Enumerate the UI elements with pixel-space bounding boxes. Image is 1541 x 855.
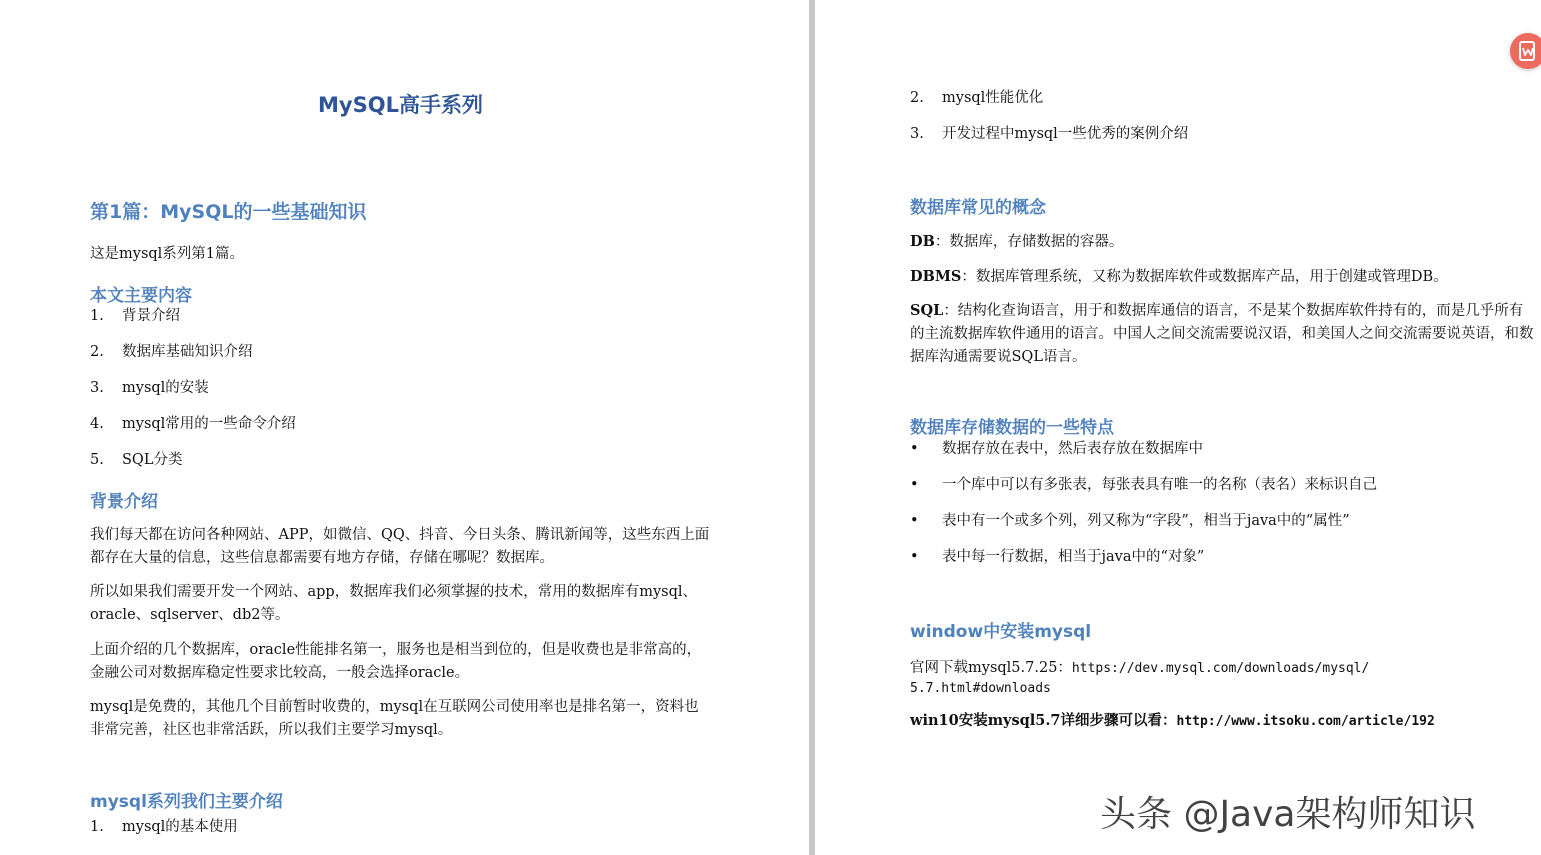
concept-desc: ：结构化查询语言，用于和数据库通信的语言，不是某个数据库软件持有的，而是几乎所有的主流数据库软件通用的语言。中国人之间交流需要说汉语，和美国人之间交流需要说英语，和数据库沟通需要说SQL语言。 [910, 303, 1534, 365]
bullet-icon: • [910, 549, 919, 565]
toc-item [90, 341, 253, 364]
series-heading: mysql系列我们主要介绍 [90, 792, 283, 812]
list-text: mysql的安装 [122, 380, 209, 396]
chapter-title: 第1篇：MySQL的一些基础知识 [90, 201, 367, 223]
watermark-text: 头条 @Java架构师知识 [1100, 794, 1476, 835]
right-page [815, 0, 1541, 855]
list-text: mysql性能优化 [942, 90, 1044, 106]
list-number: 3. [910, 126, 924, 142]
document-title: MySQL高手系列 [318, 93, 483, 117]
concept-term: DBMS [910, 268, 962, 285]
list-number: 5. [90, 452, 104, 468]
list-number: 2. [90, 344, 104, 360]
bullet-text: 一个库中可以有多张表，每张表具有唯一的名称（表名）来标识自己 [942, 477, 1377, 493]
background-paragraph: 所以如果我们需要开发一个网站、app，数据库我们必须掌握的技术，常用的数据库有mysql、oracle、sqlserver、db2等。 [90, 584, 698, 623]
list-number: 1. [90, 308, 104, 324]
bullet-item [910, 474, 1377, 497]
concept-desc: ：数据库管理系统，又称为数据库软件或数据库产品，用于创建或管理DB。 [961, 269, 1448, 285]
bullet-text: 数据存放在表中，然后表存放在数据库中 [942, 441, 1203, 457]
list-text: mysql的基本使用 [122, 819, 238, 835]
background-heading: 背景介绍 [90, 492, 158, 512]
bullet-item [910, 546, 1204, 569]
list-text: 开发过程中mysql一些优秀的案例介绍 [942, 126, 1189, 142]
concept-term: DB [910, 233, 935, 250]
list-number: 2. [910, 90, 924, 106]
list-text: SQL分类 [122, 452, 183, 468]
bullet-text: 表中每一行数据，相当于java中的“对象” [942, 549, 1205, 565]
concept-db [910, 230, 1123, 254]
concept-dbms [910, 265, 1448, 289]
concept-term: SQL [910, 302, 944, 319]
background-paragraph: 上面介绍的几个数据库，oracle性能排名第一，服务也是相当到位的，但是收费也是非常高的，金融公司对数据库稳定性要求比较高，一般会选择oracle。 [90, 642, 702, 681]
storage-heading: 数据库存储数据的一些特点 [910, 418, 1114, 438]
list-text: 背景介绍 [122, 308, 180, 324]
download-label: 官网下载mysql5.7.25： [910, 660, 1072, 676]
toc-heading: 本文主要内容 [90, 286, 192, 306]
list-text: 数据库基础知识介绍 [122, 344, 253, 360]
steps-label: win10安装mysql5.7详细步骤可以看： [910, 712, 1177, 729]
bullet-item [910, 510, 1350, 533]
toc-item [90, 413, 296, 436]
bullet-icon: • [910, 441, 919, 457]
background-paragraph: 我们每天都在访问各种网站、APP，如微信、QQ、抖音、今日头条、腾讯新闻等，这些东西上面都存在大量的信息，这些信息都需要有地方存储，存储在哪呢？数据库。 [90, 527, 710, 566]
intro-text: 这是mysql系列第1篇。 [90, 246, 245, 262]
steps-link[interactable]: http://www.itsoku.com/article/192 [1176, 714, 1435, 729]
download-link[interactable]: https://dev.mysql.com/downloads/mysql/ [1071, 661, 1370, 676]
list-number: 4. [90, 416, 104, 432]
list-text: mysql常用的一些命令介绍 [122, 416, 296, 432]
list-number: 1. [90, 819, 104, 835]
concepts-heading: 数据库常见的概念 [910, 198, 1046, 218]
pdf-glyph-icon [1517, 40, 1539, 62]
series-item [910, 87, 1043, 110]
download-line-cont [910, 677, 1051, 700]
install-heading: window中安装mysql [910, 622, 1092, 642]
toc-item [90, 449, 182, 472]
bullet-text: 表中有一个或多个列，列又称为“字段”，相当于java中的“属性” [942, 513, 1350, 529]
bullet-icon: • [910, 513, 919, 529]
bullet-item [910, 438, 1203, 461]
steps-line [910, 709, 1435, 733]
pdf-app-icon[interactable] [1510, 33, 1541, 69]
bullet-icon: • [910, 477, 919, 493]
toc-item [90, 377, 209, 400]
background-paragraph: mysql是免费的，其他几个目前暂时收费的，mysql在互联网公司使用率也是排名第一，资料也非常完善，社区也非常活跃，所以我们主要学习mysql。 [90, 699, 699, 738]
series-item [90, 816, 238, 839]
toc-item [90, 305, 180, 328]
concept-sql [910, 299, 1535, 369]
concept-desc: ：数据库，存储数据的容器。 [934, 234, 1124, 250]
series-item [910, 123, 1188, 146]
list-number: 3. [90, 380, 104, 396]
download-link-cont[interactable]: 5.7.html#downloads [910, 681, 1051, 696]
